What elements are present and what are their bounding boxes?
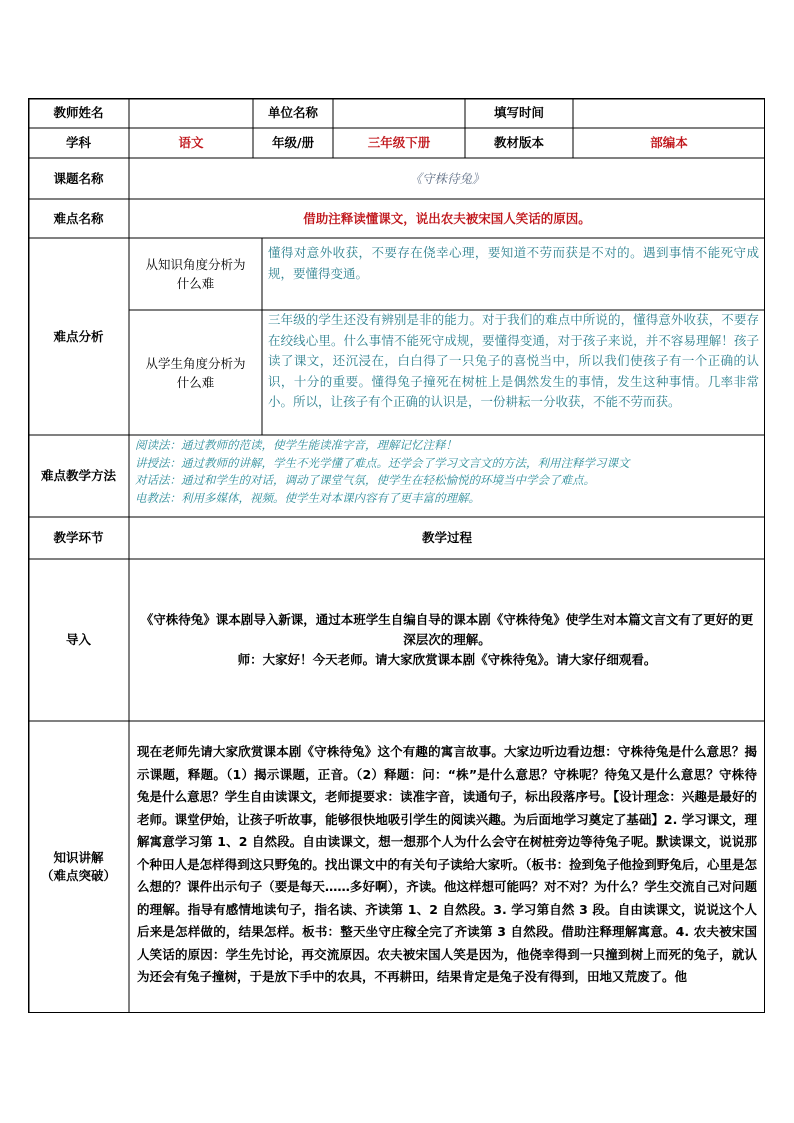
lesson-title-label: 课题名称: [53, 170, 104, 186]
grade-value: 三年级下册: [367, 135, 431, 150]
difficulty-name-value: 借助注释读懂课文，说出农夫被宋国人笑话的原因。: [303, 210, 591, 226]
knowledge-explanation-text: 现在老师先请大家欣赏课本剧《守株待兔》这个有趣的寓言故事。大家边听边看边想：守株待兔是什么意思？揭示课题，释题。（1）揭示课题，正音。（2）释题：问：“株”是什么意思？守株呢？待兔又是什么意思？守株待兔是什么意思？学生自由读课文，老师提要求：读准字音，读通句子，标出段落序号。【设计理念：兴趣是最好的老师。课堂伊始，让孩子听故事，能够很快地吸引学生的阅读兴趣。为后面地学习奠定了基础】2. 学习课文，理解寓意学习第 1、2 自然段。自由读课文，想一想那个人为什么会守在树桩旁边等待兔子呢。默读课文，说说那个种田人是怎样得到这只野兔的。找出课文中的有关句子读给大家听。（板书：捡到兔子他捡到野兔后，心里是怎么想的？课件出示句子（要是每天……多好啊），齐读。他这样想可能吗？对不对？为什么？学生交流自己对问题的理解。指导有感情地读句子，指名读、齐读第 1、2 自然段。3. 学习第自然 3 段。自由读课文，说说这个人后来是怎样做的，结果怎样。板书：整天坐守庄稼全完了齐读第 3 自然段。借助注释理解寓意。4. 农夫被宋国人笑话的原因：学生先讨论，再交流原因。农夫被宋国人笑是因为，他侥幸得到一只撞到树上而死的兔子，就认为还会有兔子撞树，于是放下手中的农具，不再耕田，结果肯定是兔子没有得到，田地又荒废了。他: [137, 744, 757, 984]
edition-label: 教材版本: [493, 135, 544, 150]
intro-dialogue: 师：大家好！今天老师。请大家欣赏课本剧《守株待兔》。请大家仔细观看。: [237, 652, 657, 667]
method-item: 阅读法：通过教师的范读，使学生能读准字音，理解记忆注释！: [135, 438, 457, 452]
unit-name-label: 单位名称: [267, 105, 318, 120]
intro-label: 导入: [65, 632, 91, 647]
fill-time-label: 填写时间: [493, 105, 544, 120]
knowledge-explanation-subtitle: （难点突破）: [40, 868, 116, 883]
unit-name-value[interactable]: [333, 98, 465, 128]
knowledge-explanation-label: [28, 721, 129, 1013]
method-item: 讲授法：通过教师的讲解，学生不光学懂了难点。还学会了学习文言文的方法，利用注释学习课文: [135, 455, 630, 470]
difficulty-name-label: 难点名称: [53, 210, 104, 226]
subject-value: 语文: [178, 135, 204, 150]
teacher-name-value[interactable]: [129, 98, 253, 128]
intro-paragraph: 《守株待兔》课本剧导入新课，通过本班学生自编自导的课本剧《守株待兔》使学生对本篇文言文有了更好的更深层次的理解。: [140, 612, 754, 647]
teaching-process-label: 教学过程: [421, 530, 472, 545]
fill-time-value[interactable]: [573, 98, 765, 128]
student-angle-text: 三年级的学生还没有辨别是非的能力。对于我们的难点中所说的，懂得意外收获，不要存在绞线心里。什么事情不能死守成规，要懂得变通，对于孩子来说，并不容易理解！孩子读了课文，还沉浸在，白白得了一只兔子的喜悦当中，所以我们使孩子有一个正确的认识，十分的重要。懂得兔子撞死在树桩上是偶然发生的事情，发生这种事情。几率非常小。所以，让孩子有个正确的认识是，一份耕耘一分收获，不能不劳而获。: [268, 312, 759, 409]
intro-content: [129, 559, 765, 721]
knowledge-angle-label: 从知识角度分析为什么难: [145, 257, 246, 291]
lesson-title-value: 《守株待兔》: [409, 170, 485, 186]
subject-label: 学科: [65, 135, 91, 150]
teacher-name-label: 教师姓名: [53, 105, 104, 120]
grade-label: 年级/册: [271, 135, 315, 150]
method-item: 电教法：利用多媒体，视频。使学生对本课内容有了更丰富的理解。: [135, 490, 480, 505]
difficulty-analysis-label: 难点分析: [53, 328, 104, 344]
knowledge-explanation-title: 知识讲解: [53, 850, 104, 865]
knowledge-angle-text: 懂得对意外收获，不要存在侥幸心理，要知道不劳而获是不对的。遇到事情不能死守成规，要懂得变通。: [268, 245, 759, 281]
teaching-method-label: 难点教学方法: [40, 468, 116, 483]
lesson-plan-table: [28, 98, 765, 1013]
student-angle-label: 从学生角度分析为什么难: [145, 355, 246, 390]
teaching-stage-label: 教学环节: [53, 530, 104, 545]
method-item: 对话法：通过和学生的对话，调动了课堂气氛，使学生在轻松愉悦的环境当中学会了难点。: [135, 473, 595, 487]
teaching-method-list: [129, 437, 765, 517]
edition-value: 部编本: [650, 135, 688, 150]
